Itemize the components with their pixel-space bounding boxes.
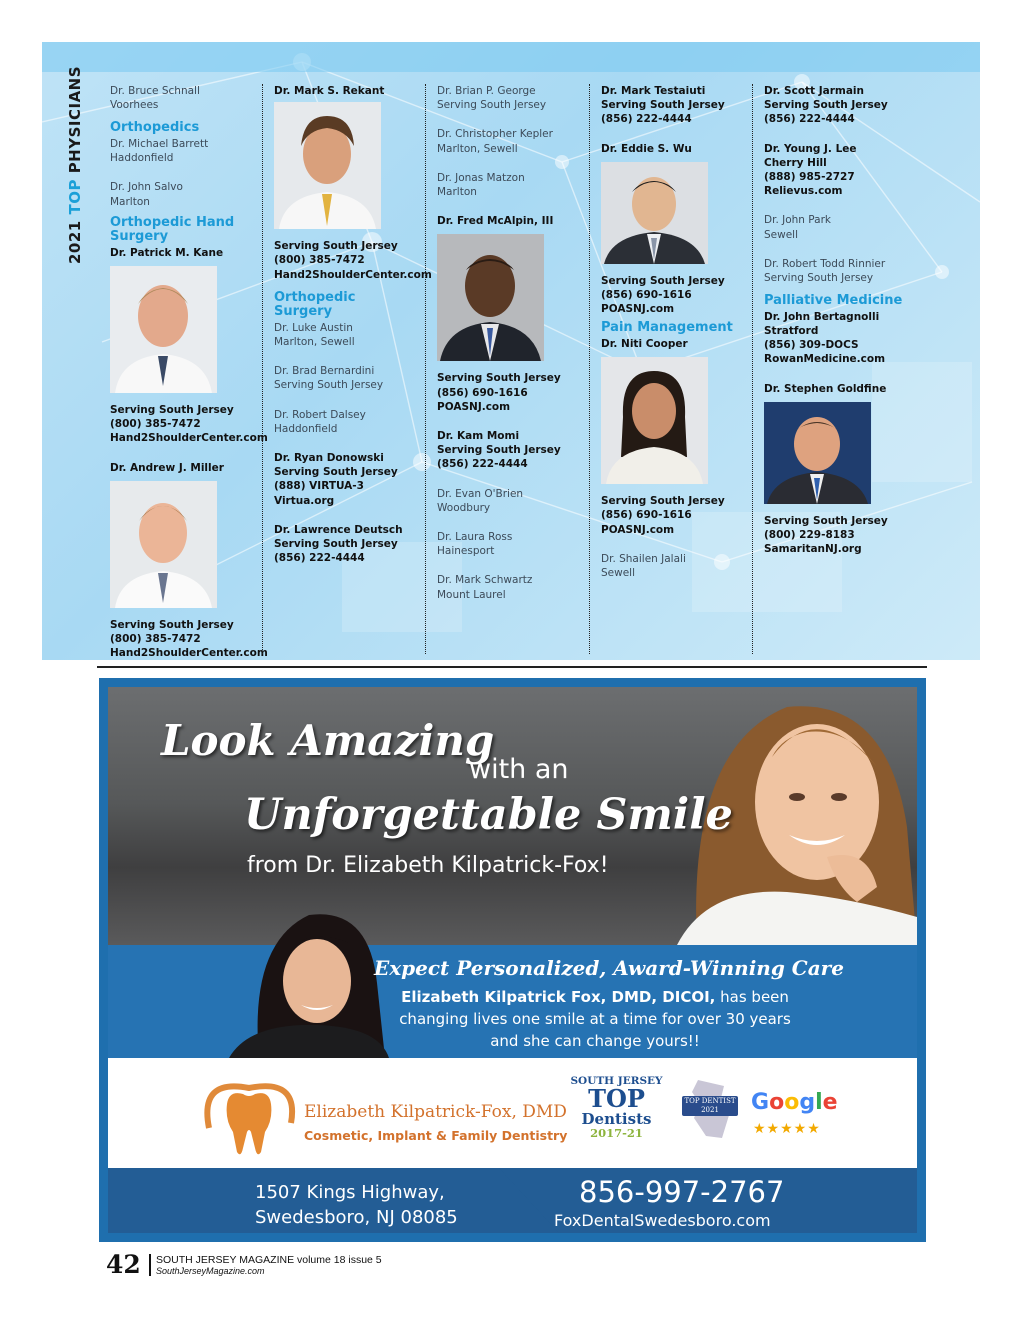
column-divider (752, 84, 753, 654)
physician-entry (601, 84, 753, 127)
website-link[interactable]: Hand2ShoulderCenter.com (110, 432, 268, 445)
section-separator (97, 666, 927, 668)
physician-name: Dr. John Bertagnolli (764, 310, 880, 323)
website-link[interactable]: Virtua.org (274, 494, 335, 507)
physician-photo (601, 357, 708, 484)
physician-entry (110, 84, 260, 112)
physician-name: Dr. Scott Jarmain (764, 85, 865, 97)
service-area: Serving South Jersey (437, 372, 561, 385)
physician-entry (110, 137, 260, 165)
physician-entry (764, 382, 934, 557)
specialty-heading: Orthopedic Surgery (274, 289, 356, 320)
physician-location: Mount Laurel (437, 588, 506, 601)
physician-column-2 (274, 84, 432, 580)
service-area: Stratford (764, 324, 819, 337)
specialty-heading: Orthopedics (110, 120, 200, 136)
dental-advertisement (99, 678, 926, 1242)
top-dentists-award (569, 1076, 664, 1140)
physician-location: Serving South Jersey (437, 99, 547, 112)
phone-number: (856) 309-DOCS (764, 339, 859, 352)
physician-entry (274, 451, 426, 508)
service-area: Serving South Jersey (110, 618, 234, 631)
physician-name: Dr. Michael Barrett (110, 137, 209, 150)
physician-name: Dr. Patrick M. Kane (110, 246, 224, 259)
page-number: 42 (106, 1250, 141, 1279)
physician-name: Dr. Brad Bernardini (274, 365, 375, 378)
phone-number: (888) 985-2727 (764, 171, 855, 184)
service-area: Serving South Jersey (274, 240, 398, 253)
website-link[interactable]: Relievus.com (764, 185, 843, 198)
award-line-3: Dentists (581, 1110, 652, 1128)
address-line-2: Swedesboro, NJ 08085 (255, 1207, 458, 1228)
physician-name: Dr. Mark Schwartz (437, 574, 533, 587)
physician-column-4 (601, 84, 753, 595)
physician-entry (764, 310, 934, 367)
phone-number: (888) VIRTUA-3 (274, 480, 364, 493)
magazine-website[interactable]: SouthJerseyMagazine.com (156, 1266, 265, 1276)
physician-entry (274, 364, 426, 392)
phone-number: (800) 385-7472 (110, 418, 201, 431)
service-area: Serving South Jersey (601, 495, 725, 508)
physician-name: Dr. Andrew J. Miller (110, 461, 224, 474)
website-link[interactable]: Hand2ShoulderCenter.com (110, 647, 268, 660)
physician-photo (601, 162, 708, 264)
physician-entry (274, 523, 426, 566)
column-divider (262, 84, 263, 654)
phone-number: (856) 222-4444 (437, 458, 528, 471)
physician-entry (601, 337, 753, 537)
practice-address (255, 1180, 458, 1230)
award-years: 2017-21 (590, 1126, 643, 1140)
service-area: Serving South Jersey (274, 538, 398, 551)
physician-name: Dr. Robert Dalsey (274, 408, 366, 421)
physician-location: Hainesport (437, 545, 495, 558)
service-area: Cherry Hill (764, 156, 827, 169)
physician-location: Haddonfield (274, 422, 338, 435)
award-line-1: SOUTH JERSEY (570, 1075, 663, 1087)
website-link[interactable]: POASNJ.com (601, 523, 675, 536)
website-link[interactable]: SamaritanNJ.org (764, 543, 862, 556)
physician-entry (437, 573, 589, 601)
physician-name: Dr. Brian P. George (437, 85, 536, 97)
service-area: Serving South Jersey (764, 514, 888, 527)
physician-name: Dr. Young J. Lee (764, 142, 857, 155)
physician-column-3 (437, 84, 589, 617)
physician-entry (437, 171, 589, 199)
dentist-credentials: Elizabeth Kilpatrick Fox, DMD, DICOI, (401, 988, 716, 1006)
physician-column-1 (110, 84, 268, 660)
physician-location: Marlton (110, 195, 150, 208)
ad-headline-1: Look Amazing (161, 716, 495, 765)
phone-number: (856) 690-1616 (601, 509, 692, 522)
phone-number: (800) 229-8183 (764, 528, 855, 541)
ad-body-text (365, 986, 825, 1052)
physician-entry (110, 180, 260, 208)
service-area: Serving South Jersey (601, 99, 725, 112)
physician-location: Marlton, Sewell (274, 336, 355, 349)
physician-name: Dr. Christopher Kepler (437, 128, 553, 141)
physician-photo (437, 234, 544, 361)
ad-headline-3: Unforgettable Smile (244, 790, 733, 840)
phone-number: (856) 222-4444 (274, 552, 365, 565)
physician-entry (437, 487, 589, 515)
body-text-1: has been (715, 988, 789, 1006)
phone-number: (856) 690-1616 (437, 386, 528, 399)
physician-entry (274, 321, 426, 349)
physician-name: Dr. Evan O'Brien (437, 487, 524, 500)
footer-divider (149, 1254, 151, 1276)
physician-name: Dr. Stephen Goldfine (764, 382, 887, 395)
physician-entry (764, 257, 934, 285)
phone-number: (800) 385-7472 (274, 254, 365, 267)
physician-name: Dr. John Park (764, 214, 831, 227)
physician-entry (437, 530, 589, 558)
physician-entry (437, 84, 589, 112)
service-area: Serving South Jersey (274, 466, 398, 479)
address-line-1: 1507 Kings Highway, (255, 1182, 445, 1203)
physician-name: Dr. Mark S. Rekant (274, 85, 385, 97)
physician-location: Haddonfield (110, 152, 174, 165)
body-text-3: and she can change yours!! (490, 1032, 700, 1050)
physician-name: Dr. Fred McAlpin, III (437, 215, 554, 228)
phone-number: (856) 690-1616 (601, 289, 692, 302)
physician-entry (764, 84, 934, 127)
physician-entry (764, 213, 934, 241)
physician-name: Dr. Mark Testaiuti (601, 85, 706, 97)
google-logo: Google (751, 1090, 838, 1115)
physician-column-5 (764, 84, 934, 571)
footer-diagonal (499, 1168, 559, 1233)
physician-name: Dr. Robert Todd Rinnier (764, 257, 886, 270)
physician-name: Dr. Bruce Schnall (110, 85, 200, 97)
ad-headline-2: with an (469, 754, 569, 785)
physician-entry (601, 142, 753, 317)
phone-number: (800) 385-7472 (110, 632, 201, 645)
physician-photo (764, 402, 871, 504)
physician-name: Dr. Niti Cooper (601, 337, 688, 350)
physician-location: Sewell (764, 228, 799, 241)
physician-entry (437, 429, 589, 472)
website-link[interactable]: RowanMedicine.com (764, 353, 886, 366)
practice-phone[interactable]: 856-997-2767 (579, 1175, 785, 1209)
physician-photo (110, 266, 217, 393)
specialty-heading: Pain Management (601, 320, 733, 336)
physicians-panel (42, 42, 980, 660)
website-link[interactable]: POASNJ.com (601, 303, 675, 316)
physician-location: Marlton (437, 186, 477, 199)
body-text-2: changing lives one smile at a time for over 30 years (399, 1010, 791, 1028)
physician-entry (601, 552, 753, 580)
physician-entry (110, 246, 268, 446)
physician-name: Dr. Jonas Matzon (437, 171, 525, 184)
ad-tagline: Expect Personalized, Award-Winning Care (374, 956, 844, 980)
award-line-2: TOP (588, 1084, 645, 1113)
phone-number: (856) 222-4444 (601, 113, 692, 126)
service-area: Serving South Jersey (601, 274, 725, 287)
physician-name: Dr. John Salvo (110, 181, 183, 194)
physician-location: Woodbury (437, 501, 491, 514)
physician-entry (437, 214, 589, 414)
service-area: Serving South Jersey (437, 444, 561, 457)
physician-name: Dr. Luke Austin (274, 321, 353, 334)
physician-entry (274, 84, 432, 282)
practice-subtitle: Cosmetic, Implant & Family Dentistry (304, 1128, 568, 1143)
physician-location: Marlton, Sewell (437, 142, 518, 155)
physician-photo (274, 102, 381, 229)
ad-headline-4: from Dr. Elizabeth Kilpatrick-Fox! (247, 853, 609, 878)
physician-entry (764, 142, 934, 199)
column-divider (425, 84, 426, 654)
physician-name: Dr. Ryan Donowski (274, 452, 384, 465)
tooth-logo-icon (199, 1068, 299, 1160)
magazine-issue: SOUTH JERSEY MAGAZINE volume 18 issue 5 (156, 1254, 382, 1266)
website-link[interactable]: POASNJ.com (437, 400, 511, 413)
physician-name: Dr. Eddie S. Wu (601, 142, 692, 155)
panel-top-band (42, 42, 980, 72)
specialty-heading: Orthopedic Hand Surgery (110, 214, 235, 245)
physician-photo (110, 481, 217, 608)
service-area: Serving South Jersey (764, 99, 888, 112)
physician-name: Dr. Laura Ross (437, 531, 513, 544)
service-area: Serving South Jersey (110, 403, 234, 416)
physician-entry (274, 408, 426, 436)
practice-name: Elizabeth Kilpatrick-Fox, DMD (304, 1102, 567, 1122)
column-divider (589, 84, 590, 654)
rating-stars-icon: ★★★★★ (753, 1120, 821, 1136)
physician-name: Dr. Lawrence Deutsch (274, 523, 403, 536)
specialty-heading: Palliative Medicine (764, 293, 903, 309)
physician-entry (437, 127, 589, 155)
practice-website[interactable]: FoxDentalSwedesboro.com (554, 1211, 771, 1230)
physician-name: Dr. Kam Momi (437, 430, 520, 443)
physician-name: Dr. Shailen Jalali (601, 552, 686, 565)
phone-number: (856) 222-4444 (764, 113, 855, 126)
physician-location: Serving South Jersey (274, 379, 384, 392)
physician-location: Voorhees (110, 99, 159, 112)
section-title: 2021 TOP PHYSICIANS (66, 65, 84, 264)
physician-location: Sewell (601, 566, 636, 579)
website-link[interactable]: Hand2ShoulderCenter.com (274, 268, 432, 281)
physician-entry (110, 461, 268, 660)
physician-location: Serving South Jersey (764, 272, 874, 285)
top-dentist-badge: TOP DENTIST 2021 (682, 1096, 738, 1116)
